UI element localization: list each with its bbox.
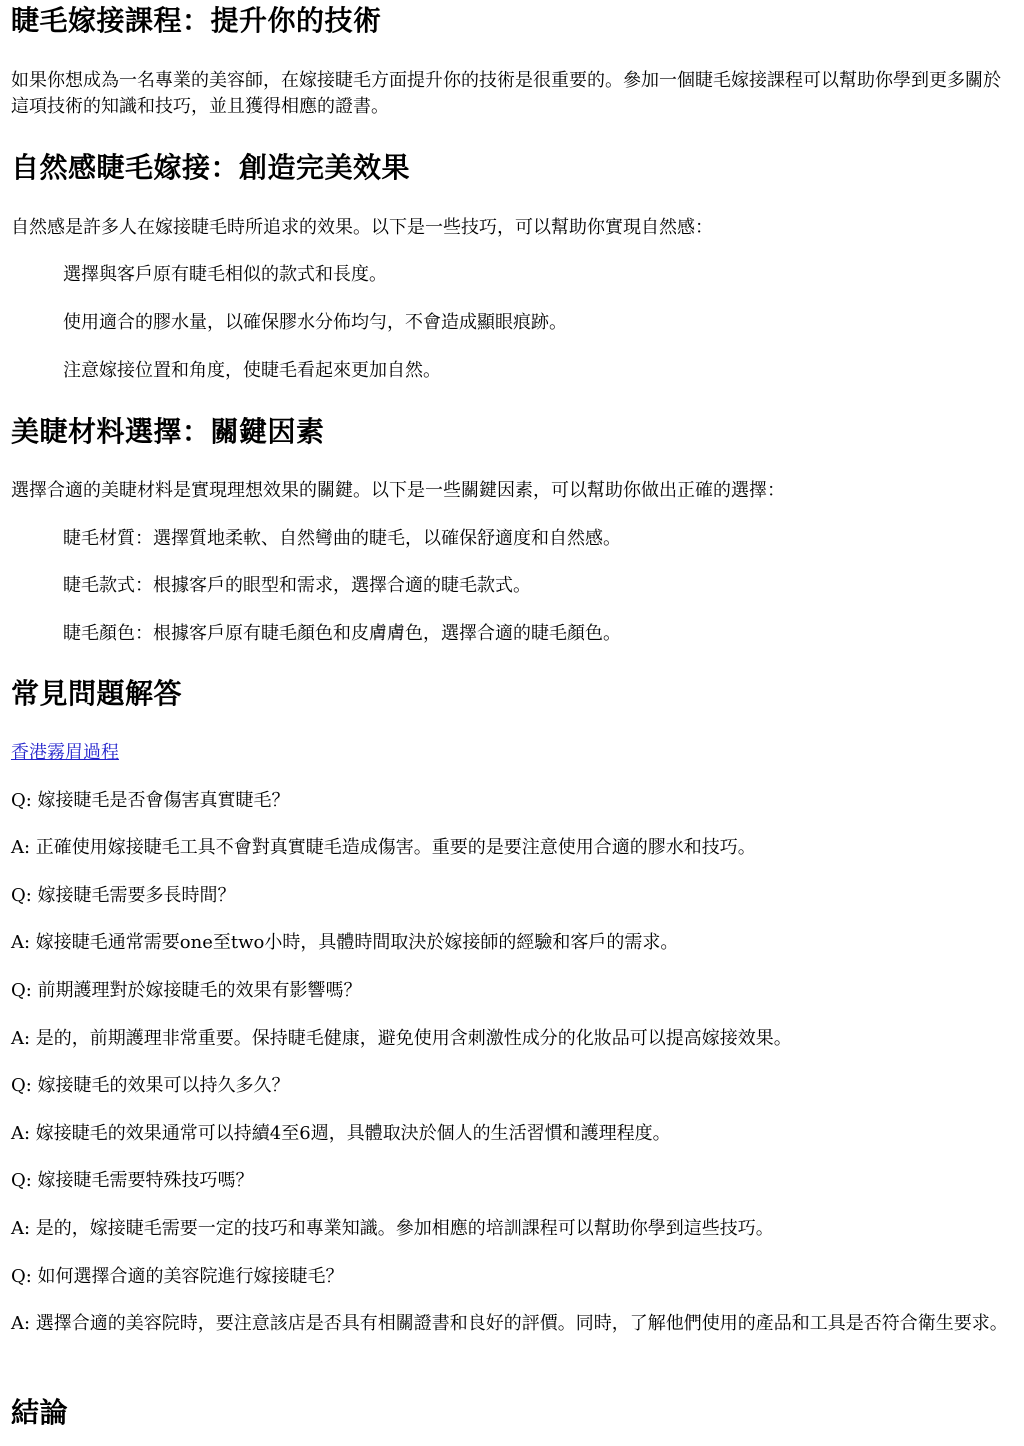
course-intro: 如果你想成為一名專業的美容師，在嫁接睫毛方面提升你的技術是很重要的。參加一個睫毛嫁接課程可以幫助你學到更多關於這項技術的知識和技巧，並且獲得相應的證書。 — [11, 70, 1001, 117]
course-heading: 睫毛嫁接課程：提升你的技術 — [11, 4, 382, 37]
natural-intro: 自然感是許多人在嫁接睫毛時所追求的效果。以下是一些技巧，可以幫助你實現自然感： — [11, 217, 713, 238]
materials-factor-2: 睫毛款式：根據客戶的眼型和需求，選擇合適的睫毛款式。 — [63, 575, 531, 596]
natural-tip-3: 注意嫁接位置和角度，使睫毛看起來更加自然。 — [63, 360, 441, 381]
materials-factor-3: 睫毛顏色：根據客戶原有睫毛顏色和皮膚膚色，選擇合適的睫毛顏色。 — [63, 623, 621, 644]
faq-a4: A: 嫁接睫毛的效果通常可以持續4至6週，具體取決於個人的生活習慣和護理程度。 — [11, 1123, 671, 1144]
faq-a2: A: 嫁接睫毛通常需要one至two小時，具體時間取決於嫁接師的經驗和客戶的需求。 — [11, 932, 679, 953]
faq-q2: Q: 嫁接睫毛需要多長時間？ — [11, 885, 236, 906]
materials-intro: 選擇合適的美睫材料是實現理想效果的關鍵。以下是一些關鍵因素，可以幫助你做出正確的選擇： — [11, 480, 785, 501]
faq-q6: Q: 如何選擇合適的美容院進行嫁接睫毛？ — [11, 1266, 344, 1287]
faq-a1: A: 正確使用嫁接睫毛工具不會對真實睫毛造成傷害。重要的是要注意使用合適的膠水和技巧。 — [11, 837, 756, 858]
materials-heading: 美睫材料選擇：關鍵因素 — [11, 415, 325, 448]
natural-heading: 自然感睫毛嫁接：創造完美效果 — [11, 151, 411, 184]
faq-a6: A: 選擇合適的美容院時，要注意該店是否具有相關證書和良好的評價。同時，了解他們使用的產品和工具是否符合衛生要求。 — [11, 1313, 1008, 1334]
natural-tip-2: 使用適合的膠水量，以確保膠水分佈均勻，不會造成顯眼痕跡。 — [63, 312, 567, 333]
faq-link[interactable]: 香港霧眉過程 — [11, 742, 119, 763]
faq-q1: Q: 嫁接睫毛是否會傷害真實睫毛？ — [11, 790, 290, 811]
faq-a3: A: 是的，前期護理非常重要。保持睫毛健康，避免使用含刺激性成分的化妝品可以提高嫁接效果。 — [11, 1028, 792, 1049]
conclusion-heading: 結論 — [11, 1396, 69, 1429]
faq-a5: A: 是的，嫁接睫毛需要一定的技巧和專業知識。參加相應的培訓課程可以幫助你學到這些技巧。 — [11, 1218, 774, 1239]
faq-q3: Q: 前期護理對於嫁接睫毛的效果有影響嗎？ — [11, 980, 362, 1001]
faq-q4: Q: 嫁接睫毛的效果可以持久多久？ — [11, 1075, 290, 1096]
faq-heading: 常見問題解答 — [11, 677, 183, 710]
faq-q5: Q: 嫁接睫毛需要特殊技巧嗎？ — [11, 1170, 254, 1191]
natural-tip-1: 選擇與客戶原有睫毛相似的款式和長度。 — [63, 264, 387, 285]
materials-factor-1: 睫毛材質：選擇質地柔軟、自然彎曲的睫毛，以確保舒適度和自然感。 — [63, 528, 621, 549]
